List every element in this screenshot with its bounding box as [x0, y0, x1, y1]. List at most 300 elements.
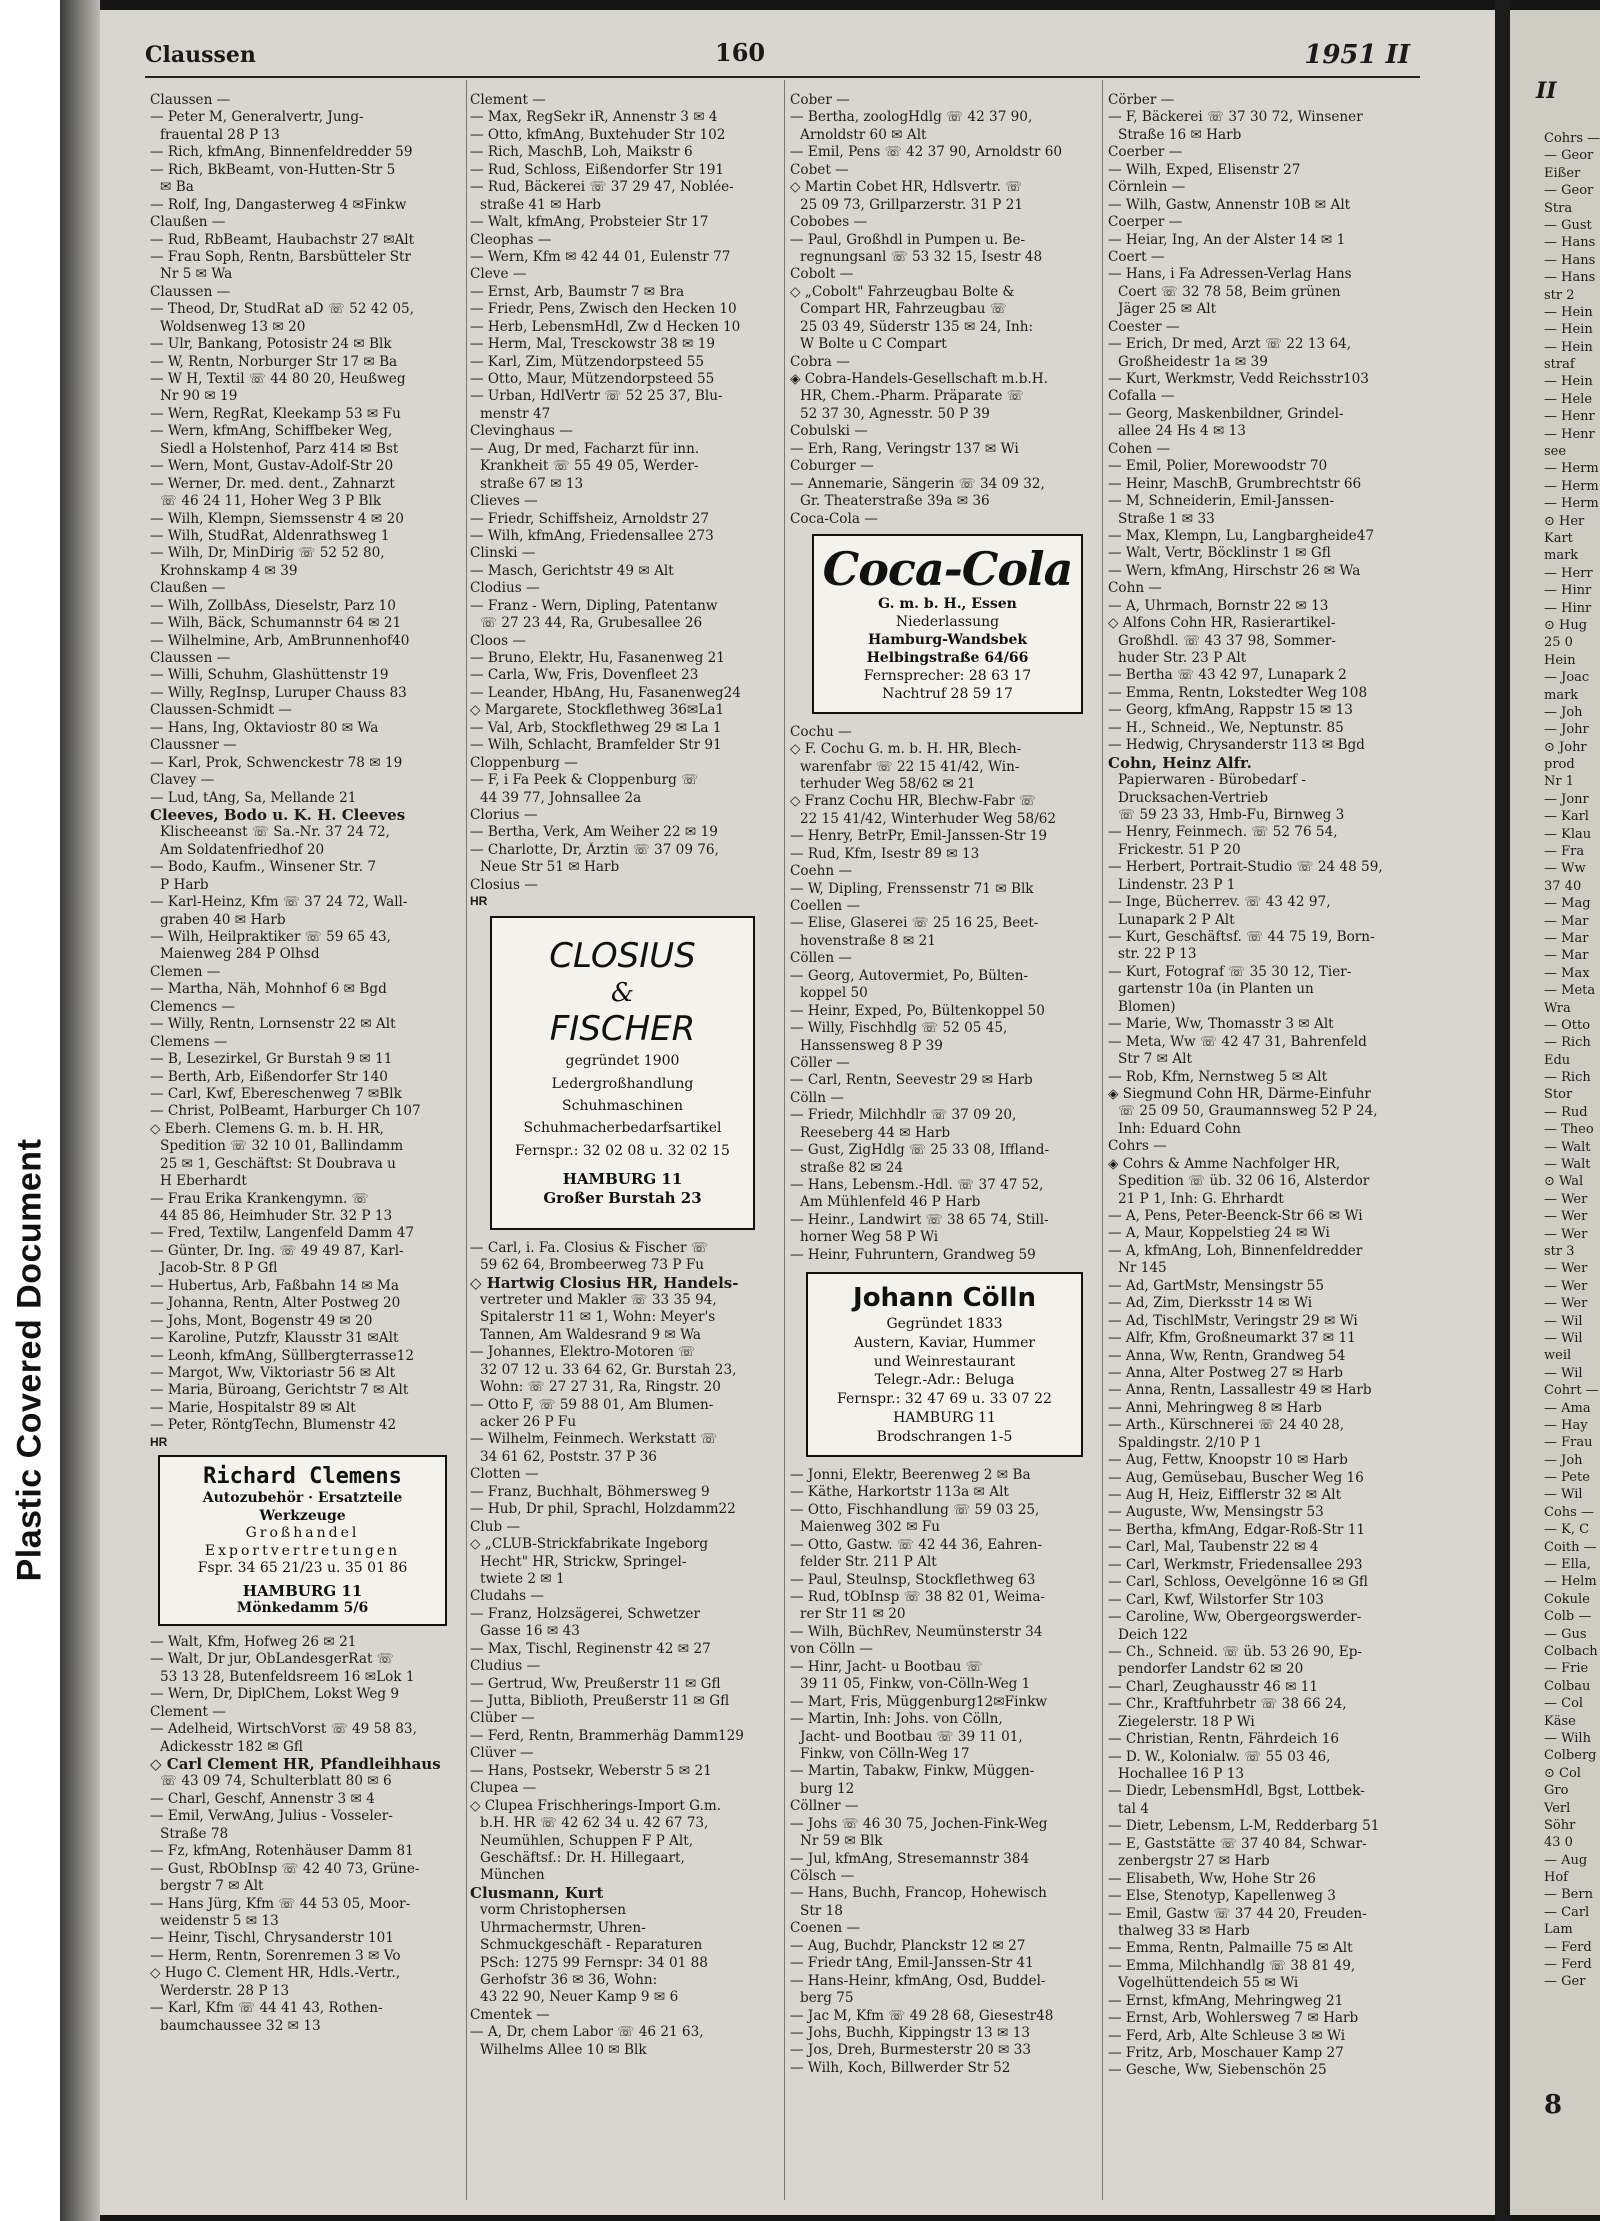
directory-entry-line: — D. W., Kolonialw. ☏ 55 03 46,	[1108, 1748, 1331, 1765]
ad-line: und Weinrestaurant	[873, 1353, 1016, 1370]
directory-entry-line: — Hans-Heinr, kfmAng, Osd, Buddel-	[790, 1972, 1046, 1989]
directory-entry-line: baumchaussee 32 ✉ 13	[160, 2017, 321, 2034]
directory-entry-line: — A, Pens, Peter-Beenck-Str 66 ✉ Wi	[1108, 1208, 1363, 1224]
facing-page-line: — Hein	[1544, 339, 1593, 355]
facing-page-line: — Ww	[1544, 861, 1586, 877]
directory-entry-line: Arnoldstr 60 ✉ Alt	[800, 126, 927, 143]
header-rule	[145, 76, 1420, 78]
facing-page-line: Coith —	[1544, 1539, 1597, 1555]
facing-page-line: — Ferd	[1544, 1957, 1592, 1973]
directory-surname-heading: Cludahs —	[470, 1588, 544, 1605]
column-divider	[1102, 80, 1103, 2200]
directory-entry-line: — Ad, GartMstr, Mensingstr 55	[1108, 1277, 1325, 1294]
facing-page-line: Nr 1	[1544, 774, 1574, 790]
directory-entry-line: 22 15 41/42, Winterhuder Weg 58/62	[800, 810, 1057, 827]
directory-entry-line: — Bertha ☏ 43 42 97, Lunapark 2	[1108, 667, 1347, 684]
directory-entry-line: ☏ 43 09 74, Schulterblatt 80 ✉ 6	[160, 1773, 392, 1790]
directory-entry-line: — Gesche, Ww, Siebenschön 25	[1108, 2062, 1327, 2079]
directory-surname-heading: Clement —	[470, 92, 546, 108]
directory-entry-line: Gr. Theaterstraße 39a ✉ 36	[800, 493, 990, 510]
directory-surname-heading: Clemen —	[150, 963, 221, 980]
directory-entry-line: — Ferd, Arb, Alte Schleuse 3 ✉ Wi	[1108, 2027, 1346, 2044]
directory-entry-line: straße 67 ✉ 13	[480, 475, 584, 492]
ad-street: Brodschrangen 1-5	[876, 1429, 1013, 1446]
directory-entry-line: — Inge, Bücherrev. ☏ 43 42 97,	[1108, 894, 1331, 911]
directory-entry-line: — Wern, RegRat, Kleekamp 53 ✉ Fu	[150, 405, 401, 422]
directory-surname-heading: Cobra —	[790, 353, 850, 370]
directory-surname-heading: von Cölln —	[790, 1641, 873, 1658]
directory-entry-line: ☏ 27 23 44, Ra, Grubesallee 26	[480, 615, 703, 632]
directory-entry-line: — Martha, Näh, Mohnhof 6 ✉ Bgd	[150, 981, 387, 998]
directory-firm-entry: Cleeves, Bodo u. K. H. Cleeves	[150, 806, 406, 824]
directory-surname-heading: Clevinghaus —	[470, 423, 573, 440]
directory-entry-line: 21 P 1, Inh: G. Ehrhardt	[1118, 1190, 1284, 1207]
directory-entry-line: felder Str. 211 P Alt	[800, 1554, 937, 1571]
directory-entry-line: terhuder Weg 58/62 ✉ 21	[800, 775, 976, 792]
directory-entry-line: Wohn: ☏ 27 27 31, Ra, Ringstr. 20	[480, 1379, 721, 1396]
hr-marker: HR	[150, 1434, 168, 1449]
directory-entry-line: weidenstr 5 ✉ 13	[160, 1912, 279, 1929]
facing-page-line: — Herr	[1544, 565, 1593, 581]
directory-entry-line: — Anna, Rentn, Lassallestr 49 ✉ Harb	[1108, 1382, 1372, 1399]
facing-page-line: — Wer	[1544, 1296, 1588, 1312]
facing-page-line: — Hans	[1544, 235, 1596, 251]
facing-page-line: Lam	[1544, 1922, 1573, 1938]
column-1	[150, 92, 455, 2035]
directory-entry-line: Straße 78	[160, 1825, 229, 1842]
directory-entry-line: — Wilh, Gastw, Annenstr 10B ✉ Alt	[1108, 196, 1351, 213]
directory-entry-line: tal 4	[1118, 1800, 1149, 1817]
facing-page-line: Cohrt —	[1544, 1383, 1599, 1399]
facing-page-line: weil	[1544, 1348, 1572, 1364]
directory-entry-line: — Caroline, Ww, Obergeorgswerder-	[1108, 1609, 1362, 1626]
directory-entry-line: — Willy, Rentn, Lornsenstr 22 ✉ Alt	[150, 1016, 396, 1033]
directory-entry-line: — Else, Stenotyp, Kapellenweg 3	[1108, 1888, 1336, 1905]
directory-entry-line: — Heinr., Landwirt ☏ 38 65 74, Still-	[790, 1211, 1049, 1228]
directory-entry-line: 43 22 90, Neuer Kamp 9 ✉ 6	[480, 1989, 679, 2006]
directory-entry-line: — Chr., Kraftfuhrbetr ☏ 38 66 24,	[1108, 1696, 1347, 1713]
directory-surname-heading: Clorius —	[470, 806, 538, 823]
directory-entry-line: Adickesstr 182 ✉ Gfl	[160, 1738, 303, 1755]
ad-phone: Fernspr.: 32 02 08 u. 32 02 15	[515, 1142, 730, 1159]
directory-entry-line: — Karl-Heinz, Kfm ☏ 37 24 72, Wall-	[150, 894, 408, 911]
facing-page-line: — Theo	[1544, 1122, 1594, 1138]
directory-entry-line: Papierwaren - Bürobedarf -	[1118, 772, 1306, 789]
directory-entry-line: — Alfr, Kfm, Großneumarkt 37 ✉ 11	[1108, 1330, 1356, 1347]
directory-entry-line: — Charl, Geschf, Annenstr 3 ✉ 4	[150, 1790, 375, 1807]
directory-entry-line: 32 07 12 u. 33 64 62, Gr. Burstah 23,	[480, 1361, 737, 1378]
directory-entry-line: Hecht" HR, Strickw, Springel-	[480, 1553, 687, 1570]
column-2	[470, 92, 775, 2059]
directory-surname-heading: Claussen —	[150, 283, 231, 300]
directory-entry-line: — Georg, kfmAng, Rappstr 15 ✉ 13	[1108, 702, 1353, 719]
ad-city: HAMBURG 11	[893, 1410, 996, 1427]
directory-entry-line: — Theod, Dr, StudRat aD ☏ 52 42 05,	[150, 301, 415, 318]
directory-surname-heading: Claußen —	[150, 214, 226, 231]
directory-entry-line: Spitalerstr 11 ✉ 1, Wohn: Meyer's	[480, 1309, 716, 1326]
ad-title: Johann Cölln	[853, 1283, 1036, 1314]
facing-page-line: ⊙ Johr	[1544, 739, 1587, 755]
directory-entry-line: Jacht- und Bootbau ☏ 39 11 01,	[800, 1728, 1023, 1745]
directory-surname-heading: Coellen —	[790, 898, 861, 915]
facing-page-line: — Ella,	[1544, 1557, 1591, 1573]
ad-richard-clemens	[158, 1455, 447, 1626]
ad-title: CLOSIUS	[549, 936, 696, 977]
directory-entry-line: — Wern, kfmAng, Hirschstr 26 ✉ Wa	[1108, 562, 1361, 579]
facing-page-line: see	[1544, 444, 1567, 460]
ad-street: Großer Burstah 23	[543, 1188, 702, 1207]
facing-page-line: Colbach	[1544, 1643, 1598, 1659]
directory-entry-line: 59 62 64, Brombeerweg 73 P Fu	[480, 1257, 705, 1274]
facing-page-line: 43 0	[1544, 1835, 1573, 1851]
directory-entry-line: — Kurt, Werkmstr, Vedd Reichsstr103	[1108, 371, 1369, 387]
directory-entry-line: — Rud, tObInsp ☏ 38 82 01, Weima-	[790, 1589, 1046, 1606]
directory-entry-line: — Emil, Polier, Morewoodstr 70	[1108, 458, 1328, 475]
directory-entry-line: — Emma, Rentn, Lokstedter Weg 108	[1108, 684, 1368, 701]
ad-line: Telegr.-Adr.: Beluga	[874, 1372, 1015, 1389]
directory-entry-line: — Hans, i Fa Adressen-Verlag Hans	[1108, 266, 1352, 283]
directory-entry-line: — Heinr, Tischl, Chrysanderstr 101	[150, 1930, 394, 1947]
directory-entry-line: — Bertha, Verk, Am Weiher 22 ✉ 19	[470, 824, 718, 841]
directory-entry-line: — Fritz, Arb, Moschauer Kamp 27	[1108, 2045, 1344, 2061]
directory-entry-line: — Anna, Alter Postweg 27 ✉ Harb	[1108, 1364, 1343, 1381]
directory-entry-line: — Frau Soph, Rentn, Barsbütteler Str	[150, 248, 411, 265]
directory-entry-line: — Erich, Dr med, Arzt ☏ 22 13 64,	[1108, 336, 1352, 353]
facing-page-line: — Frau	[1544, 1435, 1593, 1451]
directory-surname-heading: Clavey —	[150, 772, 215, 789]
directory-entry-line: — Carl, Schloss, Oevelgönne 16 ✉ Gfl	[1108, 1574, 1368, 1591]
facing-page-line: Stor	[1544, 1087, 1573, 1103]
column-divider	[466, 80, 467, 2200]
directory-entry-line: Nr 90 ✉ 19	[160, 388, 238, 405]
facing-page-line: — Wer	[1544, 1191, 1588, 1207]
facing-page-line: — Wer	[1544, 1278, 1588, 1294]
ad-line: Schuhmacherbedarfsartikel	[523, 1120, 722, 1137]
directory-entry-line: — Ad, Zim, Dierksstr 14 ✉ Wi	[1108, 1295, 1313, 1312]
header-keyword: Claussen	[145, 42, 256, 68]
directory-entry-line: PSch: 1275 99 Fernspr: 34 01 88	[480, 1954, 708, 1971]
facing-page-line: — Johr	[1544, 722, 1589, 738]
directory-entry-line: ◇ Martin Cobet HR, Hdlsvertr. ☏	[790, 179, 1023, 196]
directory-surname-heading: Cörnlein —	[1108, 179, 1186, 196]
ad-line: Helbingstraße 64/66	[866, 650, 1029, 667]
facing-page-line: Söhr	[1544, 1817, 1576, 1833]
directory-entry-line: — Anna, Ww, Rentn, Grandweg 54	[1108, 1347, 1346, 1364]
directory-entry-line: — Johanna, Rentn, Alter Postweg 20	[150, 1295, 401, 1312]
directory-entry-line: Hanssensweg 8 P 39	[800, 1037, 943, 1054]
directory-entry-line: H Eberhardt	[160, 1173, 247, 1190]
directory-entry-line: — Gertrud, Ww, Preußerstr 11 ✉ Gfl	[470, 1675, 721, 1692]
facing-page-line: — Wil	[1544, 1487, 1583, 1503]
directory-surname-heading: Cobulski —	[790, 423, 868, 440]
directory-entry-line: — Fred, Textilw, Langenfeld Damm 47	[150, 1225, 415, 1242]
directory-entry-line: — Emma, Rentn, Palmaille 75 ✉ Alt	[1108, 1940, 1353, 1957]
page-number: 160	[715, 38, 766, 67]
directory-entry-line: Frickestr. 51 P 20	[1118, 841, 1241, 858]
facing-page	[1510, 10, 1600, 2215]
directory-entry-line: — Elise, Glaserei ☏ 25 16 25, Beet-	[790, 915, 1039, 932]
facing-page-line: — K, C	[1544, 1522, 1590, 1538]
directory-surname-heading: Cloos —	[470, 632, 527, 649]
directory-entry-line: Krohnskamp 4 ✉ 39	[160, 562, 298, 579]
directory-entry-line: ◇ F. Cochu G. m. b. H. HR, Blech-	[790, 741, 1022, 758]
directory-entry-line: — Max, Tischl, Reginenstr 42 ✉ 27	[470, 1640, 711, 1657]
ad-city: HAMBURG 11	[242, 1581, 363, 1600]
facing-page-line: — Mar	[1544, 948, 1589, 964]
directory-entry-line: — Otto, Fischhandlung ☏ 59 03 25,	[790, 1501, 1040, 1518]
directory-entry-line: — Walt, Vertr, Böcklinstr 1 ✉ Gfl	[1108, 545, 1331, 562]
directory-entry-line: — Franz, Buchhalt, Böhmersweg 9	[470, 1483, 710, 1500]
directory-entry-line: Spedition ☏ 32 10 01, Ballindamm	[160, 1138, 404, 1155]
directory-entry-line: — B, Lesezirkel, Gr Burstah 9 ✉ 11	[150, 1051, 393, 1068]
directory-entry-line: — Hub, Dr phil, Sprachl, Holzdamm22	[470, 1501, 736, 1518]
facing-page-line: 25 0	[1544, 635, 1573, 651]
facing-page-line: Eißer	[1544, 165, 1581, 181]
page-gutter	[1495, 0, 1510, 2221]
directory-surname-heading: Cörber —	[1108, 92, 1175, 108]
directory-entry-line: thalweg 33 ✉ Harb	[1118, 1922, 1250, 1939]
directory-entry-line: — Rich, kfmAng, Binnenfeldredder 59	[150, 144, 413, 161]
directory-entry-line: ◇ „Cobolt" Fahrzeugbau Bolte &	[790, 283, 1015, 300]
directory-surname-heading: Clement —	[150, 1703, 226, 1720]
directory-entry-line: — Wilhelm, Feinmech. Werkstatt ☏	[470, 1431, 718, 1448]
facing-page-line: — Pete	[1544, 1470, 1590, 1486]
directory-entry-line: — Emil, VerwAng, Julius - Vosseler-	[150, 1808, 393, 1825]
directory-entry-line: — E, Gaststätte ☏ 37 40 84, Schwar-	[1108, 1835, 1367, 1852]
directory-entry-line: — Käthe, Harkortstr 113a ✉ Alt	[790, 1484, 1009, 1501]
directory-entry-line: Geschäftsf.: Dr. H. Hillegaart,	[480, 1849, 685, 1866]
directory-entry-line: Maienweg 302 ✉ Fu	[800, 1519, 941, 1536]
directory-entry-line: — Kurt, Fotograf ☏ 35 30 12, Tier-	[1108, 963, 1352, 980]
facing-page-line: — Mag	[1544, 896, 1591, 912]
ad-ampersand: &	[610, 977, 635, 1008]
coca-cola-logo: Coca-Cola	[822, 541, 1073, 596]
facing-page-line: — Hinr	[1544, 583, 1592, 599]
facing-page-line: Gro	[1544, 1783, 1569, 1799]
directory-entry-line: — Walt, kfmAng, Probsteier Str 17	[470, 214, 709, 231]
facing-page-line: — Herm	[1544, 496, 1599, 512]
directory-entry-line: — Bertha, kfmAng, Edgar-Roß-Str 11	[1108, 1521, 1365, 1538]
facing-page-line: — Wil	[1544, 1313, 1583, 1329]
directory-entry-line: — Rich, MaschB, Loh, Maikstr 6	[470, 144, 693, 161]
directory-entry-line: — Rich, BkBeamt, von-Hutten-Str 5	[150, 161, 396, 178]
facing-page-line: mark	[1544, 687, 1579, 703]
directory-entry-line: — Wilh, Bäck, Schumannstr 64 ✉ 21	[150, 615, 402, 632]
directory-surname-heading: Cöllner —	[790, 1798, 859, 1815]
directory-entry-line: — Heinr, MaschB, Grumbrechtstr 66	[1108, 475, 1362, 492]
directory-entry-line: — Karl, Zim, Mützendorpsteed 55	[470, 353, 705, 370]
facing-page-line: — Hein	[1544, 374, 1593, 390]
directory-entry-line: HR, Chem.-Pharm. Präparate ☏	[800, 388, 1024, 405]
facing-page-line: — Jonr	[1544, 791, 1589, 807]
directory-entry-line: — Kurt, Geschäftsf. ☏ 44 75 19, Born-	[1108, 929, 1375, 945]
facing-page-line: — Helm	[1544, 1574, 1597, 1590]
facing-page-line: Kart	[1544, 530, 1573, 546]
directory-firm-entry: ◇ Carl Clement HR, Pfandleihhaus	[150, 1756, 441, 1773]
directory-entry-line: Schmuckgeschäft - Reparaturen	[480, 1937, 703, 1954]
directory-entry-line: 53 13 28, Butenfeldsreem 16 ✉Lok 1	[160, 1668, 415, 1685]
directory-entry-line: Compart HR, Fahrzeugbau ☏	[800, 301, 1007, 318]
directory-entry-line: — Mart, Fris, Müggenburg12✉Finkw	[790, 1693, 1048, 1710]
directory-surname-heading: Closius —	[470, 876, 538, 893]
column-4	[1108, 92, 1413, 2080]
directory-entry-line: — Wilh, Heilpraktiker ☏ 59 65 43,	[150, 929, 391, 945]
directory-entry-line: Lindenstr. 23 P 1	[1118, 876, 1236, 893]
directory-surname-heading: Cölln —	[790, 1089, 844, 1106]
directory-surname-heading: Cohen —	[1108, 440, 1171, 457]
directory-entry-line: rer Str 11 ✉ 20	[800, 1606, 906, 1623]
directory-entry-line: — Emma, Milchhandlg ☏ 38 81 49,	[1108, 1957, 1356, 1974]
directory-entry-line: — Carl, Mal, Taubenstr 22 ✉ 4	[1108, 1539, 1319, 1556]
directory-surname-heading: Clotten —	[470, 1466, 539, 1483]
directory-entry-line: straße 41 ✉ Harb	[480, 196, 601, 213]
directory-surname-heading: Clüver —	[470, 1745, 534, 1762]
facing-page-line: Käse	[1544, 1713, 1576, 1729]
facing-page-line: Colbau	[1544, 1678, 1591, 1694]
facing-page-line: prod	[1544, 757, 1575, 773]
directory-entry-line: frauental 28 P 13	[160, 126, 280, 143]
directory-entry-line: — Friedr, Pens, Zwisch den Hecken 10	[470, 301, 737, 318]
directory-entry-line: — Jutta, Biblioth, Preußerstr 11 ✉ Gfl	[470, 1693, 730, 1710]
directory-entry-line: zenbergstr 27 ✉ Harb	[1118, 1853, 1270, 1870]
directory-entry-line: — Karl, Kfm ☏ 44 41 43, Rothen-	[150, 2000, 383, 2017]
directory-surname-heading: Club —	[470, 1518, 521, 1535]
directory-entry-line: pendorfer Landstr 62 ✉ 20	[1118, 1661, 1304, 1678]
directory-entry-line: — Otto, kfmAng, Buxtehuder Str 102	[470, 126, 726, 143]
facing-page-line: — Wil	[1544, 1330, 1583, 1346]
directory-entry-line: — Auguste, Ww, Mensingstr 53	[1108, 1504, 1324, 1521]
directory-entry-line: — Johs ☏ 46 30 75, Jochen-Fink-Weg	[790, 1815, 1048, 1832]
facing-page-line: — Hans	[1544, 252, 1596, 268]
directory-entry-line: — Henry, BetrPr, Emil-Janssen-Str 19	[790, 828, 1048, 845]
directory-entry-line: — H., Schneid., We, Neptunstr. 85	[1108, 719, 1344, 736]
directory-entry-line: — Wilh, kfmAng, Friedensallee 273	[470, 527, 714, 544]
directory-firm-entry: Cohn, Heinz Alfr.	[1108, 754, 1252, 772]
facing-page-line: Stra	[1544, 200, 1573, 216]
facing-page-line: — Wil	[1544, 1365, 1583, 1381]
directory-entry-line: — Walt, Kfm, Hofweg 26 ✉ 21	[150, 1633, 357, 1650]
directory-surname-heading: Coerper —	[1108, 214, 1183, 231]
facing-page-line: — Gus	[1544, 1626, 1587, 1642]
directory-entry-line: München	[480, 1867, 545, 1884]
ad-phone: Fernspr.: 32 47 69 u. 33 07 22	[837, 1391, 1052, 1408]
directory-entry-line: Deich 122	[1118, 1626, 1188, 1643]
directory-entry-line: — Georg, Maskenbildner, Grindel-	[1108, 405, 1344, 422]
directory-surname-heading: Coca-Cola —	[790, 510, 878, 527]
directory-entry-line: — Rob, Kfm, Nernstweg 5 ✉ Alt	[1108, 1068, 1328, 1085]
directory-surname-heading: Clemencs —	[150, 998, 235, 1015]
directory-entry-line: Tannen, Am Waldesrand 9 ✉ Wa	[480, 1326, 702, 1343]
directory-surname-heading: Claussner —	[150, 737, 237, 754]
directory-entry-line: — Masch, Gerichtstr 49 ✉ Alt	[470, 562, 674, 579]
directory-entry-line: — Christ, PolBeamt, Harburger Ch 107	[150, 1103, 421, 1120]
facing-page-line: — Col	[1544, 1696, 1584, 1712]
facing-page-line: — Herm	[1544, 478, 1599, 494]
facing-page-line: — Walt	[1544, 1139, 1591, 1155]
ad-line: Austern, Kaviar, Hummer	[853, 1334, 1036, 1351]
facing-page-line: — Klau	[1544, 826, 1592, 842]
directory-entry-line: Str 7 ✉ Alt	[1118, 1051, 1192, 1068]
directory-entry-line: — Aug H, Heiz, Eifflerstr 32 ✉ Alt	[1108, 1487, 1342, 1503]
directory-surname-heading: Cmentek —	[470, 2006, 550, 2023]
directory-entry-line: — Johannes, Elektro-Motoren ☏	[470, 1344, 696, 1361]
directory-entry-line: — Heinr, Exped, Po, Bültenkoppel 50	[790, 1002, 1045, 1019]
directory-entry-line: — Max, RegSekr iR, Annenstr 3 ✉ 4	[470, 109, 718, 126]
directory-entry-line: horner Weg 58 P Wi	[800, 1229, 939, 1246]
directory-entry-line: — Hedwig, Chrysanderstr 113 ✉ Bgd	[1108, 737, 1365, 754]
directory-entry-line: — Herm, Mal, Tresckowstr 38 ✉ 19	[470, 336, 715, 353]
directory-entry-line: — Arth., Kürschnerei ☏ 24 40 28,	[1108, 1417, 1345, 1434]
facing-page-line: — Ger	[1544, 1974, 1586, 1990]
facing-page-line: — Carl	[1544, 1904, 1590, 1920]
directory-entry-line: — Bodo, Kaufm., Winsener Str. 7	[150, 859, 377, 876]
facing-page-line: — Ferd	[1544, 1939, 1592, 1955]
directory-entry-line: straße 82 ✉ 24	[800, 1159, 904, 1176]
directory-entry-line: Nr 59 ✉ Blk	[800, 1833, 883, 1850]
directory-entry-line: Spaldingstr. 2/10 P 1	[1118, 1434, 1263, 1451]
directory-entry-line: warenfabr ☏ 22 15 41/42, Win-	[800, 758, 1020, 775]
facing-page-line: mark	[1544, 548, 1579, 564]
directory-entry-line: Reeseberg 44 ✉ Harb	[800, 1124, 951, 1141]
facing-page-line: — Hinr	[1544, 600, 1592, 616]
column-divider	[784, 80, 785, 2200]
directory-entry-line: Uhrmachermstr, Uhren-	[480, 1919, 646, 1936]
directory-entry-line: — Franz - Wern, Dipling, Patentanw	[470, 597, 718, 614]
directory-entry-line: Krankheit ☏ 55 49 05, Werder-	[480, 458, 699, 475]
directory-surname-heading: Clinski —	[470, 545, 536, 562]
facing-page-line: — Rich	[1544, 1035, 1591, 1051]
directory-entry-line: ◇ Eberh. Clemens G. m. b. H. HR,	[150, 1120, 384, 1137]
directory-surname-heading: Cleve —	[470, 266, 527, 283]
facing-page-line: — Wer	[1544, 1226, 1588, 1242]
directory-entry-line: — Annemarie, Sängerin ☏ 34 09 32,	[790, 475, 1045, 492]
ad-line: Großhandel	[245, 1525, 360, 1542]
directory-entry-line: — Herm, Rentn, Sorenremen 3 ✉ Vo	[150, 1947, 401, 1964]
facing-page-line: Cokule	[1544, 1591, 1590, 1607]
directory-entry-line: — A, Uhrmach, Bornstr 22 ✉ 13	[1108, 597, 1329, 614]
directory-entry-line: — Wern, Mont, Gustav-Adolf-Str 20	[150, 458, 394, 475]
directory-entry-line: vertreter und Makler ☏ 33 35 94,	[480, 1291, 717, 1308]
facing-page-line: — Henr	[1544, 409, 1595, 425]
directory-entry-line: Nr 5 ✉ Wa	[160, 266, 233, 283]
directory-entry-line: — Carl, Kwf, Wilstorfer Str 103	[1108, 1591, 1324, 1608]
facing-page-line: — Max	[1544, 965, 1590, 981]
facing-page-line: — Geor	[1544, 148, 1594, 164]
facing-page-line: Cohrs —	[1544, 131, 1600, 146]
directory-entry-line: — Carl, Kwf, Ebereschenweg 7 ✉Blk	[150, 1085, 402, 1102]
directory-entry-line: — Henry, Feinmech. ☏ 52 76 54,	[1108, 824, 1338, 841]
ad-line: gegründet 1900	[565, 1053, 680, 1070]
directory-entry-line: allee 24 Hs 4 ✉ 13	[1118, 423, 1246, 440]
directory-entry-line: regnungsanl ☏ 53 32 15, Isestr 48	[800, 248, 1043, 265]
directory-entry-line: — A, Dr, chem Labor ☏ 46 21 63,	[470, 2024, 704, 2041]
ad-title: FISCHER	[549, 1009, 696, 1050]
facing-page-line: — Aug	[1544, 1852, 1588, 1868]
directory-surname-heading: Coburger —	[790, 458, 874, 475]
facing-page-line: Colberg	[1544, 1748, 1597, 1764]
facing-page-line: — Joh	[1544, 704, 1583, 720]
facing-page-line: Hein	[1544, 652, 1576, 668]
directory-entry-line: — Paul, Großhdl in Pumpen u. Be-	[790, 231, 1026, 248]
hr-marker: HR	[470, 894, 488, 909]
facing-page-line: straf	[1544, 357, 1575, 373]
facing-page-line: — Mar	[1544, 913, 1589, 929]
directory-surname-heading: Cöllen —	[790, 950, 852, 967]
directory-entry-line: — Hinr, Jacht- u Bootbau ☏	[790, 1658, 983, 1675]
directory-entry-line: — Wilh, Klempn, Siemssenstr 4 ✉ 20	[150, 510, 404, 527]
directory-entry-line: huder Str. 23 P Alt	[1118, 650, 1247, 666]
directory-entry-line: — Otto, Maur, Mützendorpsteed 55	[470, 371, 715, 387]
